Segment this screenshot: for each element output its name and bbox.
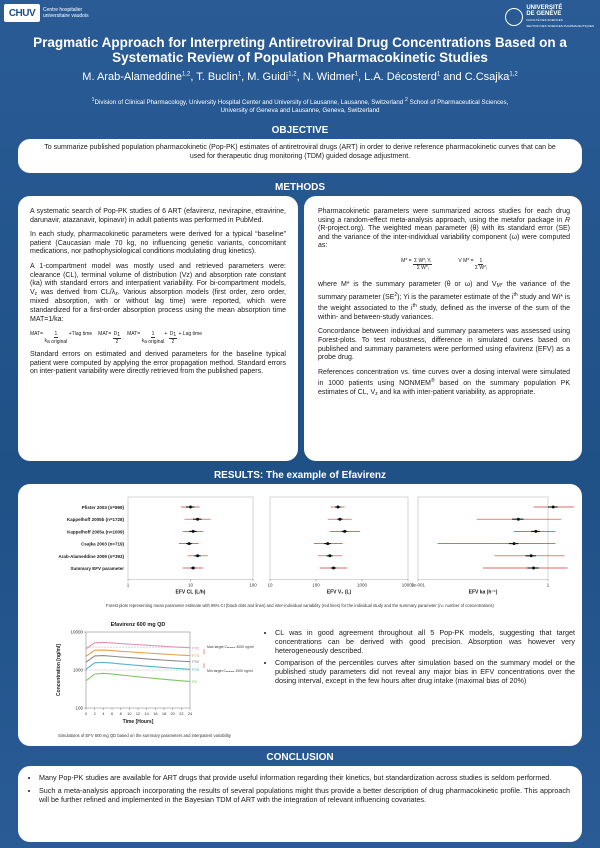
methods-model-text	[30, 263, 286, 324]
sim-ytick-label: 10000	[70, 629, 83, 635]
author-3: M. Guidi	[247, 71, 289, 83]
forest-tick-label: 1000	[356, 582, 368, 588]
summary-formula-1	[401, 257, 432, 271]
f1-num: 1	[54, 331, 58, 338]
sim-text-b: based on the summary population PK estimates of CL, V	[318, 380, 570, 396]
sim-text-c: and ka with inter-patient variability, as appropriate.	[377, 388, 536, 396]
conclusion-heading: CONCLUSION	[266, 752, 334, 763]
forest-point	[196, 554, 199, 557]
methods-right-panel	[304, 196, 582, 461]
results-panel	[18, 484, 582, 746]
forest-study-label: Kappelhoff 2005a (n=1009)	[67, 529, 124, 535]
forest-frame-2	[418, 497, 548, 579]
affiliation-1: Division of Clinical Pharmacology, University Hospital Center and University of Lausanne, Lausanne, Switzerland	[94, 99, 404, 107]
sim-xtick-label: 12	[135, 712, 141, 716]
def-sup: 2	[394, 291, 398, 298]
forest-tick-label: 1	[546, 582, 550, 588]
objective-panel	[18, 139, 582, 173]
forest-point	[196, 518, 199, 521]
author-sep: ,	[241, 71, 248, 83]
summary-formulas	[318, 257, 570, 271]
unige-line4: SECTION DES SCIENCES PHARMACEUTIQUES	[526, 24, 594, 28]
model-text-b: was derived from CL/λ	[37, 288, 116, 296]
methods-error-text: Standard errors on estimated and derived parameters for the baseline typical patient were computed by applying the error propagation method. Standard errors on inter-patient variability were directly retrieved from the published papers.	[30, 351, 286, 376]
forest-tick-label: 10000	[401, 582, 415, 588]
f1-lhs: MAT=	[30, 331, 44, 338]
author-4-sup: 1	[354, 71, 359, 78]
sim-ylabel: Concentration [ng/ml]	[56, 644, 62, 696]
sim-ytick-label: 1000	[72, 667, 83, 673]
affiliations	[10, 97, 590, 114]
author-sep: ,	[296, 71, 303, 83]
forest-tick-label: 100	[249, 582, 257, 588]
mat-formulas	[30, 330, 286, 345]
f3-den1-sub: a original	[144, 339, 165, 346]
forest-tick-label: 1	[126, 582, 130, 588]
mat-formula-3: MAT= $\frac{1}{\text{ka original}}$ + $\frac{D1}{2}$ + Lag time	[127, 331, 202, 346]
forest-axis-label: EFV ka (h⁻¹)	[468, 589, 498, 596]
def-th2: th	[412, 303, 417, 310]
sim-xlabel: Time [Hours]	[122, 719, 154, 725]
model-text-a: A 1-compartment model was mostly used and retrieved parameters were: clearance (CL), terminal volume of distribution (Vz) and absorption rate constant (ka) with standard errors and interpatient variability. For bi-compartment models, V	[30, 262, 286, 296]
f1-den: k	[44, 338, 47, 345]
unige-logo	[505, 5, 594, 29]
results-bullets	[266, 629, 575, 690]
def-sub: M*	[496, 282, 503, 289]
forest-point	[517, 518, 520, 521]
sim-xtick-label: 20	[170, 712, 175, 716]
author-2-sup: 1	[237, 71, 242, 78]
g2-num: 1	[479, 257, 483, 264]
author-5: L.A. Décosterd	[364, 71, 437, 83]
methods-left-panel	[18, 196, 298, 461]
methods-meta-text	[318, 208, 570, 251]
forest-point	[328, 554, 331, 557]
f3-lhs: MAT=	[127, 331, 141, 338]
model-sub-lambda: z	[115, 290, 118, 297]
forest-study-label: Arab-Alameddine 2009 (n=393)	[58, 553, 124, 559]
summary-formula-2	[458, 257, 486, 271]
conclusion-bullet-1: • Many Pop-PK studies are available for ART drugs that provide useful information regarding their kinetics, but standardization across studies is seldom performed.	[39, 774, 570, 783]
conclusion-bullet-2: • Such a meta-analysis approach incorporating the results of several populations might thus provide a better description of drug pharmacokinetic profile. This approach will be further refined and implemented in the Bayesian TDM of ART with the integration of relevant influencing covariates.	[39, 787, 570, 805]
conclusion-panel	[18, 766, 582, 842]
methods-baseline-text: In each study, pharmacokinetic parameters were derived for a typical “baseline” patient (Caucasian male 70 kg, no influencing genetic variants, concomitant medications, nor pathophysiological conditions modulating drug kinetics).	[30, 231, 286, 256]
sim-series-label: P95	[192, 645, 200, 651]
forest-study-label: Kappelhoff 2005b (n=1728)	[66, 517, 124, 523]
author-1-sup: 1,2	[181, 71, 191, 78]
def-text-a: where M* is the summary parameter (θ or ω) and V	[318, 280, 497, 288]
meta-text-b: (R-project.org). The weighted mean parameter (θ) with its standard error (SE) and the variance of the inter-individual variability component (ω) were computed as:	[318, 225, 570, 250]
author-and: and	[440, 71, 465, 83]
sim-series-label: P25	[192, 666, 200, 672]
forest-axis-label: EFV V₂ (L)	[326, 589, 352, 596]
affil-sup-1: 1	[91, 97, 95, 103]
sim-xtick-label: 16	[153, 712, 158, 716]
f3-tail: + Lag time	[178, 331, 202, 338]
objective-text: To summarize published population pharmacokinetic (Pop-PK) estimates of antiretroviral drugs (ART) in order to derive reference pharmacokinetic curves that can be used for therapeutic drug monitoring (TDM) guided dosage adjustment.	[44, 144, 556, 160]
def-th1: th	[513, 291, 518, 298]
sim-xtick-label: 24	[187, 712, 193, 716]
f1-tail: +Tlag time	[68, 331, 93, 338]
forest-tick-label: 1e-001	[410, 582, 426, 588]
forest-plots	[18, 484, 582, 616]
f3-num1: 1	[151, 331, 155, 338]
chuv-logo	[4, 4, 89, 22]
forest-point	[192, 567, 195, 570]
author-6-sup: 1,2	[509, 71, 518, 78]
sim-sub: z	[375, 390, 378, 397]
author-2: T. Buclin	[196, 71, 238, 83]
chuv-mark: CHUV	[4, 4, 40, 22]
sim-xtick-label: 6	[110, 712, 114, 716]
author-3-sup: 1,2	[288, 71, 297, 78]
author-sep: ,	[190, 71, 197, 83]
unige-line1: UNIVERSITÉ	[526, 5, 563, 11]
f3-den2: 2	[171, 339, 175, 346]
results-heading: RESULTS: The example of Efavirenz	[213, 470, 387, 481]
author-sep: ,	[358, 71, 365, 83]
chuv-line2: universitaire vaudois	[43, 13, 89, 19]
forest-study-label: Summary EFV parameter	[70, 566, 124, 571]
methods-search-text: A systematic search of Pop-PK studies of 6 ART (efavirenz, nevirapine, etravirine, darunavir, atazanavir, lopinavir) in adult patients was performed in PubMed.	[30, 208, 286, 224]
forest-study-label: Csajka 2003 (n=719)	[81, 541, 124, 547]
forest-frame-0	[128, 497, 253, 579]
forest-frame-1	[270, 497, 408, 579]
forest-point	[189, 506, 192, 509]
f2-den: 2	[115, 339, 119, 346]
forest-caption: Forest plots representing mean parameter estimate with 95% CI (black dots and lines) and inter-individual variability (red lines) for the individual study and the summary parameter (n= number of concentrations)	[106, 603, 494, 608]
forest-point	[192, 530, 195, 533]
forest-point	[343, 530, 346, 533]
meta-text-a: Pharmacokinetic parameters were summarized across studies for each drug using a random-effect meta-analysis approach, using the metafor package in	[318, 208, 570, 224]
forest-point	[530, 554, 533, 557]
f2-num: D	[113, 331, 118, 338]
sim-reg: ®	[431, 378, 435, 385]
sim-annotation-max: Max target Cₘᵢₙₘᵢₙ 4000 ng/ml	[207, 645, 254, 650]
sim-xtick-label: 18	[161, 712, 167, 716]
conclusion-bullets	[30, 774, 570, 804]
sim-ytick-label: 100	[75, 705, 83, 711]
unige-line3: FACULTÉ DES SCIENCES	[526, 18, 563, 22]
def-text-e: study, defined as the inverse of the sum of the within- and between-study variances.	[318, 305, 571, 321]
sim-xtick-label: 2	[93, 712, 96, 716]
affil-sup-2: 2	[405, 97, 408, 103]
author-1: M. Arab-Alameddine	[82, 71, 182, 83]
sim-xtick-label: 10	[127, 712, 132, 716]
forest-point	[552, 506, 555, 509]
forest-point	[326, 542, 329, 545]
simulation-chart	[50, 618, 254, 733]
forest-tick-label: 10	[267, 582, 273, 588]
sim-title: Efavirenz 600 mg QD	[110, 622, 166, 628]
author-6: C.Csajka	[464, 71, 510, 83]
affiliation-3: University of Geneva and Lausanne, Geneva, Switzerland	[220, 106, 380, 114]
g1-num: Σ W*ᵢ Yᵢ	[413, 257, 432, 264]
forest-point	[336, 506, 339, 509]
sim-xtick-label: 4	[102, 712, 105, 716]
chuv-line1: Centre hospitalier	[43, 7, 83, 13]
forest-tick-label: 10	[187, 582, 194, 588]
f3-num2: D	[169, 331, 174, 338]
unige-seal-icon	[505, 8, 523, 26]
f2-lhs: MAT=	[98, 331, 112, 338]
mat-formula-2	[98, 330, 121, 345]
g1-lhs: M* =	[401, 257, 412, 264]
g2-lhs: V M* =	[458, 257, 474, 264]
author-4: N. Widmer	[302, 71, 355, 83]
objective-heading: OBJECTIVE	[271, 125, 329, 136]
sim-annotation-min: Min target Cₘᵢₙₘᵢₙ 1000 ng/ml	[207, 669, 253, 673]
sim-series-label: P75	[192, 653, 200, 659]
f2-num-sub: 1	[117, 332, 121, 339]
affiliation-2: School of Pharmaceutical Sciences,	[409, 99, 509, 107]
forest-point	[532, 567, 535, 570]
sim-xtick-label: 0	[84, 712, 88, 716]
forest-point	[513, 542, 516, 545]
f1-den-sub: a original	[47, 339, 68, 346]
forest-tick-label: 100	[312, 582, 320, 588]
f3-den1: k	[141, 338, 145, 345]
methods-simulation-text	[318, 369, 570, 399]
sim-series-label: P5	[192, 678, 197, 684]
model-text-c: . Various absorption models (first order, zero order, mixed absorption, with or without lag time) were reported, which were standardized for a first-order absorption process using the mean absorption time MAT=1/ka:	[30, 288, 286, 323]
forest-point	[332, 567, 335, 570]
f3-num2-sub: 1	[173, 332, 177, 339]
mat-formula-1	[30, 330, 92, 345]
poster-title: Pragmatic Approach for Interpreting Antiretroviral Drug Concentrations Based on a Systematic Review of Population Pharmacokinetic Studies	[33, 35, 567, 65]
results-bullet-1: • CL was in good agreement throughout all 5 Pop-PK models, suggesting that target concentrations can be derived with good precision. Absorption was however very heterogeneously described.	[275, 629, 575, 655]
sim-series-label: P50	[192, 659, 200, 665]
results-bullet-2: • Comparison of the percentiles curves after simulation based on the summary model or the published study parameters did not reveal any major bias in EFV concentrations over the dosing interval, except in the few hours after drug intake (maximal bias of 20%)	[275, 659, 575, 685]
g2-den: Σ W*ᵢ	[474, 264, 487, 271]
forest-point	[338, 518, 341, 521]
meta-r: R	[564, 216, 570, 224]
unige-line2: DE GENÈVE	[526, 11, 562, 17]
forest-axis-label: EFV CL (L/h)	[175, 589, 206, 596]
sim-caption: Simulations of EFV 600 mg QD based on the summary parameters and interpatient variability	[58, 733, 231, 738]
methods-heading: METHODS	[275, 182, 325, 193]
author-5-sup: 1	[436, 71, 441, 78]
methods-definition-text	[318, 281, 570, 322]
g1-den: Σ W*ᵢ	[416, 264, 429, 271]
def-text-b: the variance of the summary parameter (SE	[318, 280, 570, 301]
def-text-c: ); Yi is the parameter estimate of the i	[397, 293, 514, 301]
model-sub-z: z	[34, 290, 38, 297]
def-text-d: study and Wi* is the weight associated to the i	[318, 293, 570, 313]
forest-point	[188, 542, 191, 545]
sim-xtick-label: 8	[119, 712, 122, 716]
forest-study-label: Pfister 2003 (n=899)	[81, 505, 124, 510]
sim-text-a: References concentration vs. time curves over a dosing interval were simulated in 1000 patients using NONMEM	[318, 368, 570, 388]
forest-point	[534, 530, 537, 533]
sim-xtick-label: 22	[179, 712, 184, 716]
author-list	[10, 71, 590, 83]
methods-concordance-text: Concordance between individual and summary parameters was assessed using Forest-plots. To test robustness, difference in simulated curves based on published and summary parameters were performed using efavirenz (EFV) as a probe drug.	[318, 328, 570, 362]
sim-xtick-label: 14	[144, 712, 149, 716]
